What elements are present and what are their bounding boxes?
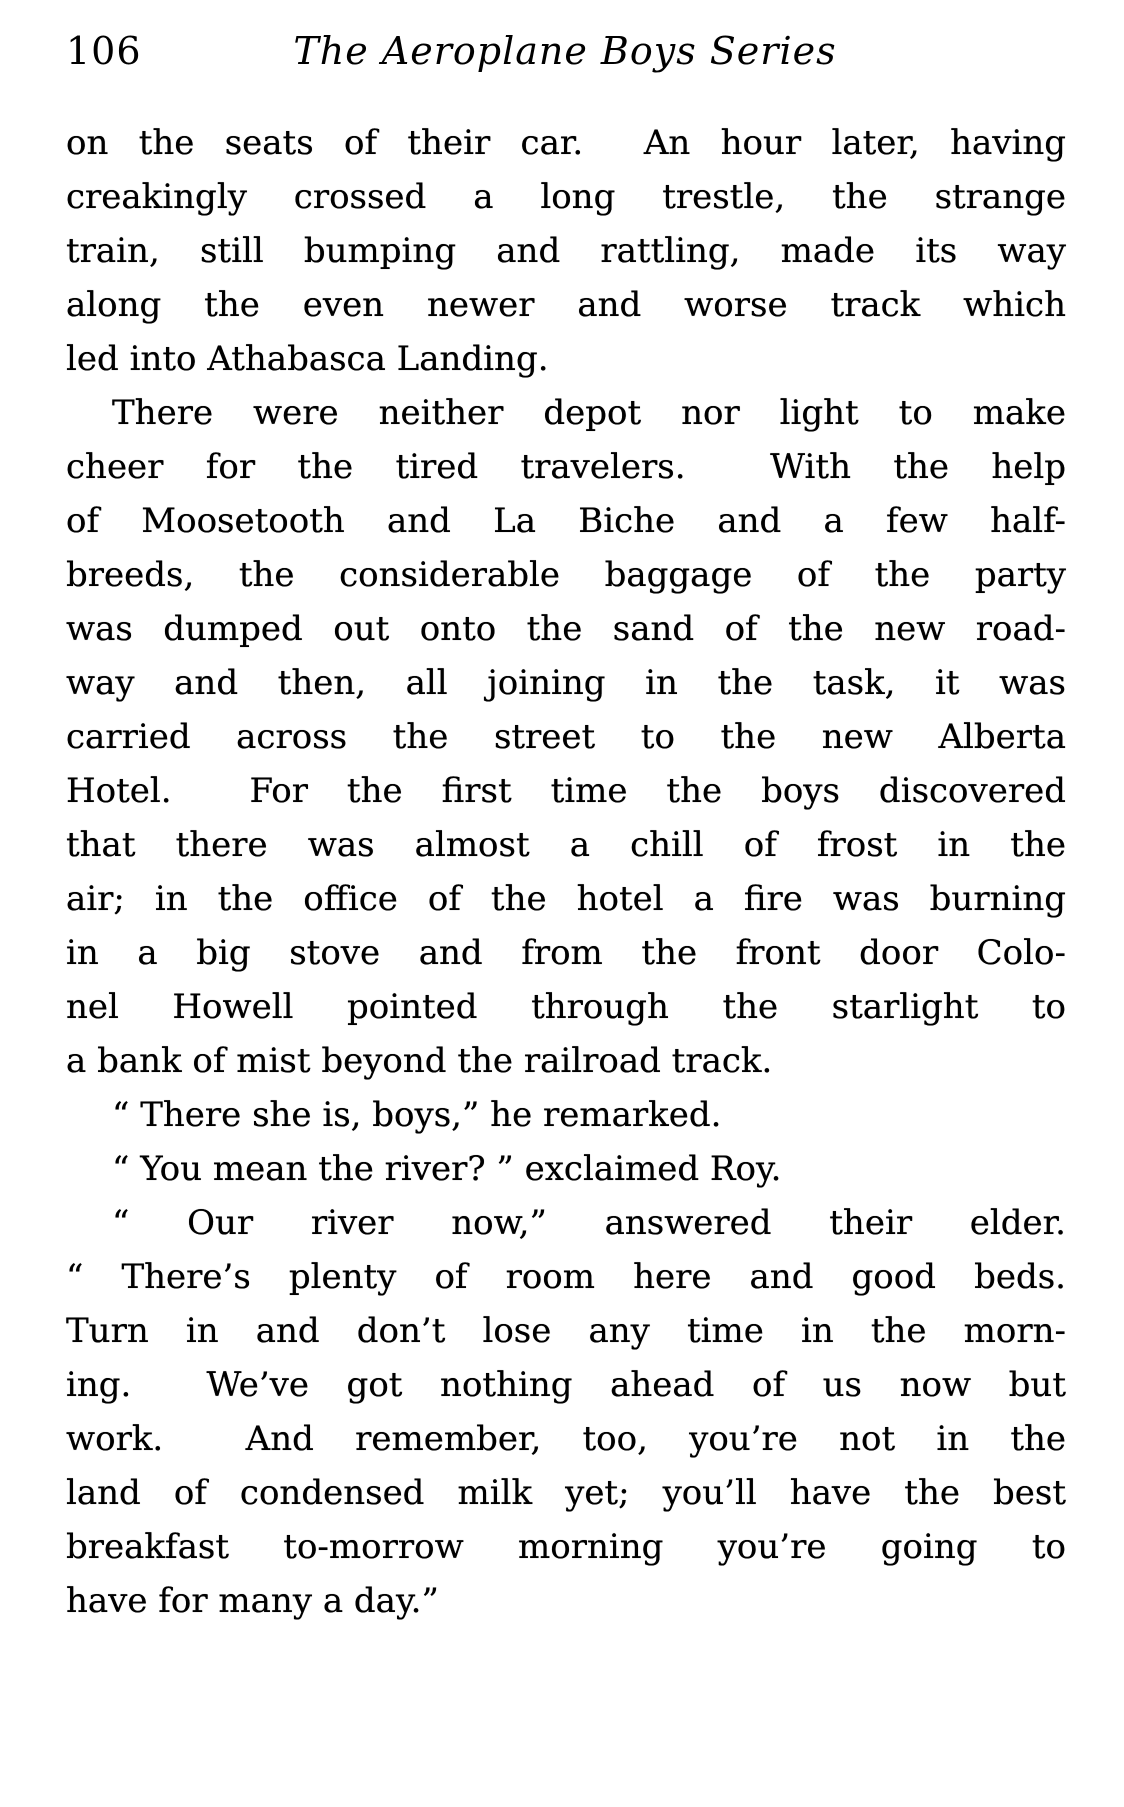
text-line: breeds, the considerable baggage of the party: [66, 555, 1066, 595]
text-line: Turn in and don’t lose any time in the morn-: [66, 1311, 1066, 1351]
text-line: land of condensed milk yet; you’ll have the best: [66, 1473, 1066, 1513]
text-line: was dumped out onto the sand of the new road-: [66, 609, 1066, 649]
text-line: of Moosetooth and La Biche and a few half-: [66, 501, 1066, 541]
text-line: work. And remember, too, you’re not in the: [66, 1419, 1066, 1459]
text-line: cheer for the tired travelers. With the help: [66, 447, 1066, 487]
text-line: on the seats of their car. An hour later, having: [66, 123, 1066, 163]
text-line: a bank of mist beyond the railroad track.: [66, 1041, 773, 1081]
text-line: “ There’s plenty of room here and good beds.: [66, 1257, 1066, 1297]
text-line: in a big stove and from the front door Colo-: [66, 933, 1066, 973]
text-line: that there was almost a chill of frost in the: [66, 825, 1066, 865]
page-number: 106: [66, 29, 142, 73]
text-line: There were neither depot nor light to make: [112, 393, 1066, 433]
text-line: creakingly crossed a long trestle, the strange: [66, 177, 1066, 217]
text-line: “ You mean the river? ” exclaimed Roy.: [112, 1149, 782, 1189]
page-body: [66, 116, 1066, 1628]
text-line: “ There she is, boys,” he remarked.: [112, 1095, 722, 1135]
text-line: train, still bumping and rattling, made its way: [66, 231, 1066, 271]
text-line: air; in the office of the hotel a fire was burning: [66, 879, 1066, 919]
header-title: The Aeroplane Boys Series: [293, 29, 837, 73]
text-line: breakfast to-morrow morning you’re going to: [66, 1527, 1066, 1567]
text-line: way and then, all joining in the task, it was: [66, 663, 1066, 703]
text-line: ing. We’ve got nothing ahead of us now but: [66, 1365, 1066, 1405]
text-line: carried across the street to the new Alberta: [66, 717, 1066, 757]
running-header: [66, 28, 1064, 78]
text-line: along the even newer and worse track which: [66, 285, 1066, 325]
text-line: led into Athabasca Landing.: [66, 339, 549, 379]
text-line: have for many a day.”: [66, 1581, 439, 1621]
text-line: Hotel. For the first time the boys discovered: [66, 771, 1066, 811]
text-line: “ Our river now,” answered their elder.: [112, 1203, 1066, 1243]
text-line: nel Howell pointed through the starlight to: [66, 987, 1066, 1027]
